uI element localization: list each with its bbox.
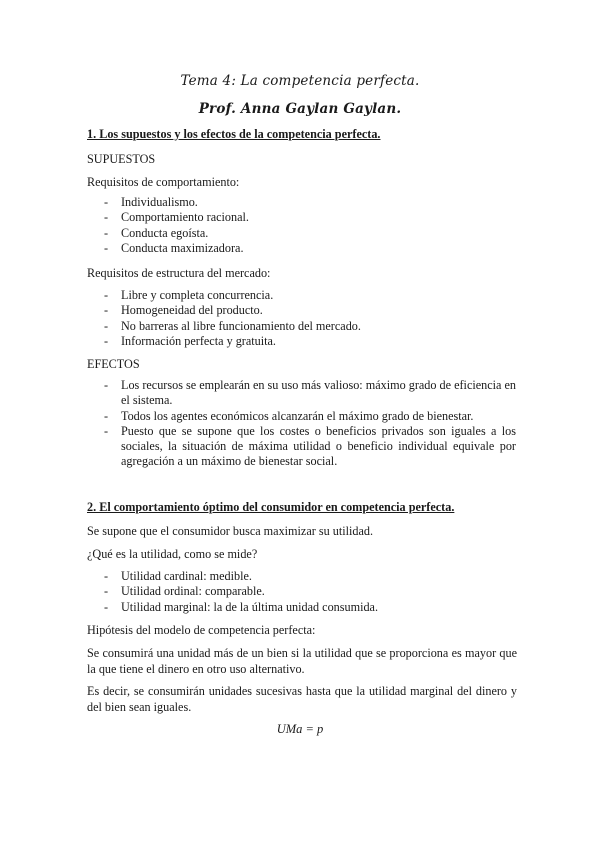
comportamiento-label: Requisitos de comportamiento:: [87, 175, 240, 189]
author-name: Prof. Anna Gaylan Gaylan.: [198, 101, 402, 117]
utilidad-list: [104, 569, 516, 615]
list-item: - Utilidad cardinal: medible.: [104, 569, 516, 584]
list-item: - Conducta egoísta.: [104, 226, 516, 241]
list-item: - Los recursos se emplearán en su uso más valioso: máximo grado de eficiencia en el sistema.: [104, 378, 516, 409]
hipotesis-text: Hipótesis del modelo de competencia perfecta:: [87, 623, 316, 637]
list-item: - Todos los agentes económicos alcanzarán el máximo grado de bienestar.: [104, 409, 516, 424]
intro-text: Se supone que el consumidor busca maximizar su utilidad.: [87, 524, 374, 538]
efectos-label: EFECTOS: [87, 357, 140, 371]
list-item: - Utilidad marginal: la de la última unidad consumida.: [104, 600, 516, 615]
document-title: Tema 4: La competencia perfecta.: [180, 73, 420, 89]
formula: UMa = p: [276, 722, 324, 736]
list-item: - Utilidad ordinal: comparable.: [104, 584, 516, 599]
list-item: - Comportamiento racional.: [104, 210, 516, 225]
list-item: - Conducta maximizadora.: [104, 241, 516, 256]
list-item: - Libre y completa concurrencia.: [104, 288, 516, 303]
comportamiento-list: [104, 195, 516, 256]
estructura-list: [104, 288, 516, 349]
estructura-label: Requisitos de estructura del mercado:: [87, 266, 271, 280]
list-item: - Homogeneidad del producto.: [104, 303, 516, 318]
section-1-heading: 1. Los supuestos y los efectos de la competencia perfecta.: [87, 127, 381, 141]
list-item: - Puesto que se supone que los costes o beneficios privados son iguales a los sociales, la situación de máxima utilidad o beneficio individual equivale por agregación a un máximo de bienestar social.: [104, 424, 516, 470]
efectos-list: [104, 378, 516, 470]
paragraph-1: Se consumirá una unidad más de un bien si la utilidad que se proporciona es mayor que la que tiene el dinero en otro uso alternativo.: [87, 646, 517, 676]
question-text: ¿Qué es la utilidad, como se mide?: [87, 547, 258, 561]
supuestos-label: SUPUESTOS: [87, 152, 156, 166]
paragraph-2: Es decir, se consumirán unidades sucesivas hasta que la utilidad marginal del dinero y del bien sean iguales.: [87, 684, 517, 714]
list-item: - Información perfecta y gratuita.: [104, 334, 516, 349]
list-item: - Individualismo.: [104, 195, 516, 210]
section-2-heading: 2. El comportamiento óptimo del consumidor en competencia perfecta.: [87, 500, 455, 514]
list-item: - No barreras al libre funcionamiento del mercado.: [104, 319, 516, 334]
